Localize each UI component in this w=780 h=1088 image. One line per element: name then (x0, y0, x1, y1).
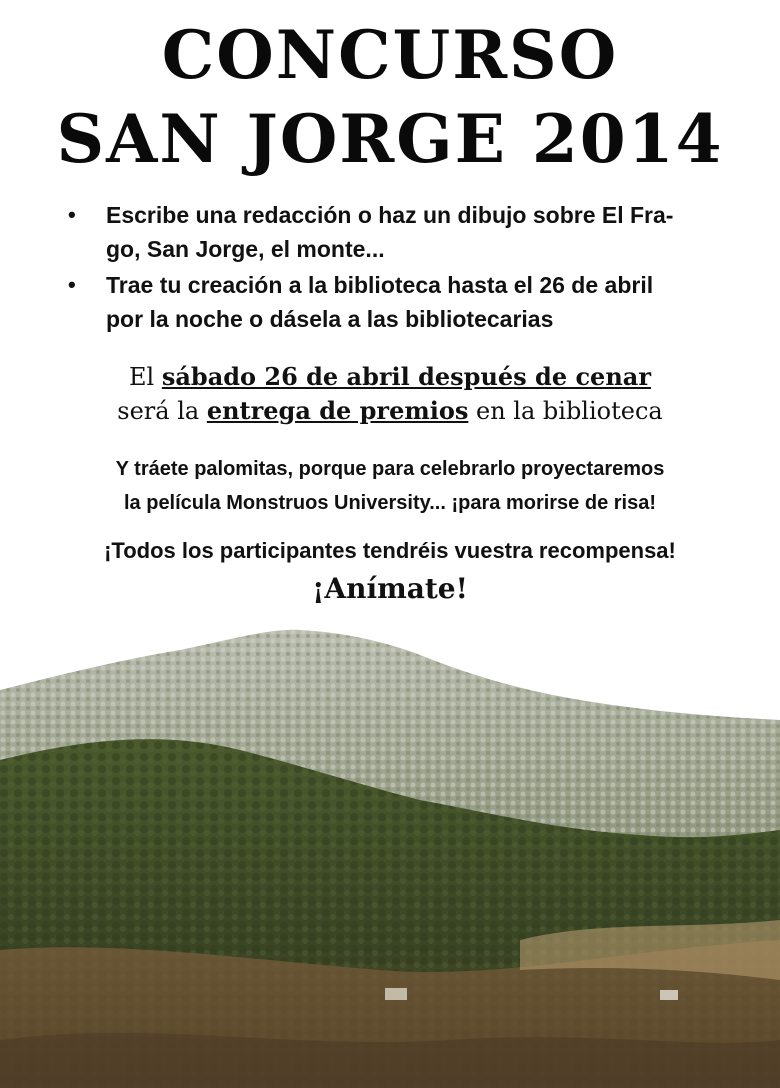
ceremony-line1 (0, 360, 780, 394)
list-item (62, 268, 722, 336)
film-line2: la película Monstruos University... ¡para morirse de risa! (123, 492, 657, 514)
ceremony-pre2: será la (117, 397, 207, 425)
bullet-icon: • (68, 202, 76, 227)
ceremony-date: sábado 26 de abril después de cenar (161, 362, 651, 391)
film-announcement (0, 452, 780, 520)
instruction-1-line1: Escribe una redacción o haz un dibujo sobre El Fra- (106, 202, 674, 228)
bullet-icon: • (68, 272, 76, 297)
instruction-2-line1: Trae tu creación a la biblioteca hasta el 26 de abril (106, 272, 654, 298)
ceremony-post2: en la biblioteca (468, 397, 663, 425)
mountain-forest-photo (0, 620, 780, 1088)
cheer-text: ¡Anímate! (312, 572, 468, 605)
instruction-2-line2: por la noche o dásela a las bibliotecarias (106, 306, 554, 332)
ceremony-pre1: El (129, 363, 162, 391)
participants-reward: ¡Todos los participantes tendréis vuestra recompensa! (104, 538, 676, 563)
poster-title-line1: CONCURSO (161, 16, 619, 94)
ceremony-event: entrega de premios (206, 396, 469, 425)
ceremony-line2 (0, 394, 780, 428)
poster-title-line2: SAN JORGE 2014 (56, 100, 724, 178)
instructions-list (62, 198, 722, 338)
list-item (62, 198, 722, 266)
film-line1: Y tráete palomitas, porque para celebrarlo proyectaremos (115, 458, 665, 480)
ceremony-announcement (0, 360, 780, 428)
instruction-1-line2: go, San Jorge, el monte... (106, 236, 385, 262)
